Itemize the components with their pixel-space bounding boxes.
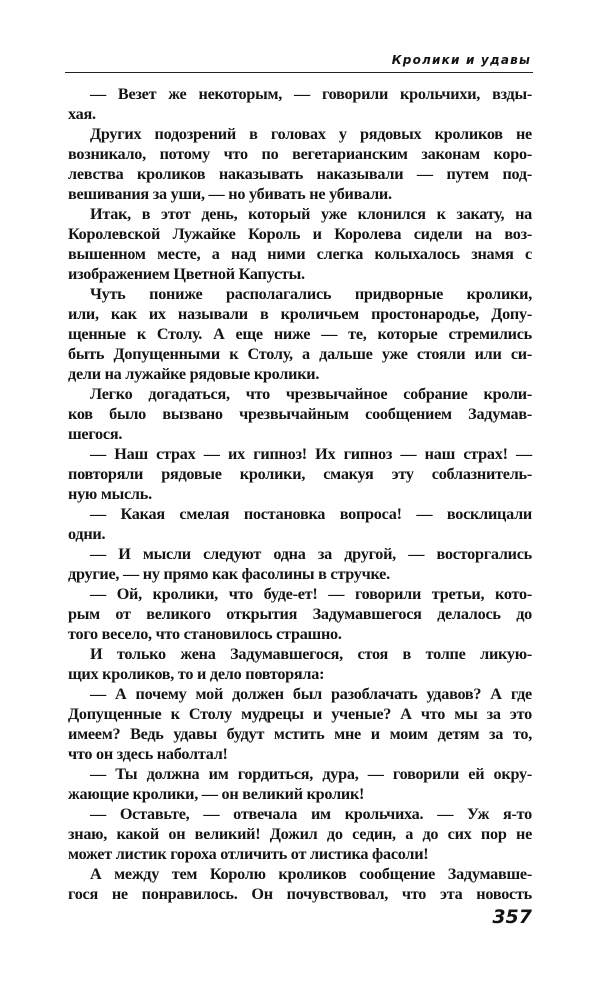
- paragraph: [68, 804, 532, 864]
- text-line: хая.: [68, 105, 96, 123]
- paragraph: [68, 764, 532, 804]
- paragraph: [68, 544, 532, 584]
- text-line: того весело, что становилось страшно.: [68, 625, 342, 643]
- text-line: одни.: [68, 525, 106, 543]
- body-text: [68, 84, 532, 904]
- text-line: дели на лужайке рядовые кролики.: [68, 365, 320, 383]
- text-line: — Какая смелая постановка вопроса! — восклицали: [90, 505, 532, 523]
- text-line: вешивания за уши, — но убивать не убивали.: [68, 185, 392, 203]
- text-line: — Наш страх — их гипноз! Их гипноз — наш страх! —: [90, 445, 532, 463]
- paragraph: [68, 504, 532, 544]
- paragraph: [68, 384, 532, 444]
- text-line: знаю, какой он великий! Дожил до седин, а до сих пор не: [68, 825, 532, 843]
- text-line: что он здесь наболтал!: [68, 745, 228, 763]
- text-line: А между тем Королю кроликов сообщение Задумавше-: [90, 865, 532, 883]
- text-line: — Ты должна им гордиться, дура, — говорили ей окру-: [90, 765, 532, 783]
- paragraph: [68, 124, 532, 204]
- text-line: — И мысли следуют одна за другой, — восторгались: [90, 545, 532, 563]
- text-line: — Везет же некоторым, — говорили крольчихи, взды-: [90, 85, 532, 103]
- text-line: Легко догадаться, что чрезвычайное собрание кроли-: [90, 385, 532, 403]
- paragraph: [68, 284, 532, 384]
- paragraph: [68, 84, 532, 124]
- page-number: 357: [492, 906, 532, 928]
- paragraph: [68, 204, 532, 284]
- text-line: жающие кролики, — он великий кролик!: [68, 785, 365, 803]
- paragraph: [68, 444, 532, 504]
- paragraph: [68, 644, 532, 684]
- running-title: Кролики и удавы: [391, 53, 531, 67]
- text-line: изображением Цветной Капусты.: [68, 265, 305, 283]
- text-line: другие, — ну прямо как фасолины в стручке.: [68, 565, 390, 583]
- text-line: щих кроликов, то и дело повторяла:: [68, 665, 325, 683]
- text-line: шегося.: [68, 425, 123, 443]
- text-line: Итак, в этот день, который уже клонился к закату, на: [90, 205, 532, 223]
- text-line: — Оставьте, — отвечала им крольчиха. — Уж я-то: [90, 805, 532, 823]
- text-line: ков было вызвано чрезвычайным сообщением Задумав-: [68, 405, 532, 423]
- text-line: Других подозрений в головах у рядовых кроликов не: [90, 125, 532, 143]
- text-line: вышенном месте, а над ними слегка колыхалось знамя с: [68, 245, 532, 263]
- text-line: ную мысль.: [68, 485, 152, 503]
- text-line: щенные к Столу. А еще ниже — те, которые стремились: [68, 325, 532, 343]
- text-line: — А почему мой должен был разоблачать удавов? А где: [90, 685, 532, 703]
- paragraph: [68, 864, 532, 904]
- text-line: Королевской Лужайке Король и Королева сидели на воз-: [68, 225, 532, 243]
- text-line: И только жена Задумавшегося, стоя в толпе ликую-: [90, 645, 532, 663]
- running-header: [65, 52, 533, 73]
- text-line: возникало, потому что по вегетарианским законам коро-: [68, 145, 532, 163]
- text-line: быть Допущенными к Столу, а дальше уже стояли или си-: [68, 345, 532, 363]
- text-line: рым от великого открытия Задумавшегося делалось до: [68, 605, 532, 623]
- text-line: Допущенные к Столу мудрецы и ученые? А что мы за это: [68, 705, 532, 723]
- text-line: повторяли рядовые кролики, смакуя эту соблазнитель-: [68, 465, 532, 483]
- text-line: имеем? Ведь удавы будут мстить мне и моим детям за то,: [68, 725, 532, 743]
- text-line: — Ой, кролики, что буде-ет! — говорили третьи, кото-: [90, 585, 532, 603]
- paragraph: [68, 584, 532, 644]
- text-line: гося не понравилось. Он почувствовал, что эта новость: [68, 885, 532, 903]
- text-line: может листик гороха отличить от листика фасоли!: [68, 845, 429, 863]
- text-line: или, как их называли в кроличьем простонародье, Допу-: [68, 305, 532, 323]
- text-line: Чуть пониже располагались придворные кролики,: [90, 285, 532, 303]
- paragraph: [68, 684, 532, 764]
- text-line: левства кроликов наказывать наказывали — путем под-: [68, 165, 532, 183]
